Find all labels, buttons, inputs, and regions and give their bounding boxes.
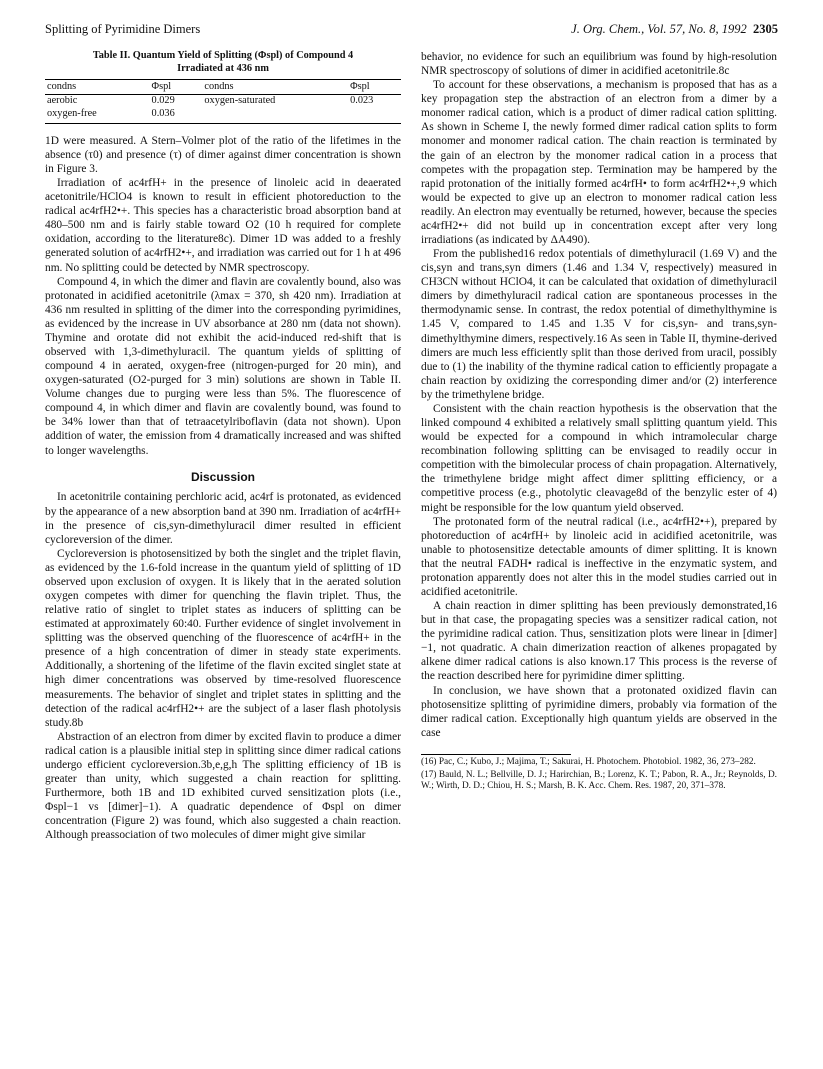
body-paragraph: Consistent with the chain reaction hypothesis is the observation that the linked compound 4 exhibited a relatively small splitting quantum yield. This would be expected for a compound in which intramolecular charge recombination following splitting can be envisaged to readily occur in competition with the bimolecular process of chain propagation. Alternatively, the trimethylene bridge might affect dimer splitting efficiency, or a competitive process (e.g., photolytic cleavage8d of the benzylic ester of 4) might be responsible for the low quantum yield observed.	[421, 402, 777, 514]
header-cell: condns	[202, 79, 348, 95]
journal-citation	[571, 22, 778, 37]
quantum-yield-table	[45, 79, 401, 124]
left-column	[45, 50, 401, 842]
journal-page	[45, 22, 778, 842]
table-title-line-2: Irradiated at 436 nm	[177, 62, 269, 74]
table-cell: oxygen-free	[45, 108, 150, 123]
footnote-rule	[421, 754, 571, 755]
header-cell: Φspl	[348, 79, 401, 95]
body-paragraph: Abstraction of an electron from dimer by excited flavin to produce a dimer radical cation is a plausible initial step in splitting since dimer radical cations undergo efficient cycloreversion.3b,e,g,h The splitting efficiency of 1B is greater than unity, which suggested a chain reaction for splitting. Furthermore, both 1B and 1D exhibited curved sensitization plots (i.e., Φspl−1 vs [dimer]−1). A quadratic dependence of Φspl on dimer concentration (Figure 2) was found, which also suggested a chain reaction. Although preassociation of two molecules of dimer might give similar	[45, 730, 401, 842]
table-cell: aerobic	[47, 95, 78, 107]
table-cell: 0.023	[350, 95, 374, 107]
body-paragraph: To account for these observations, a mechanism is proposed that has as a key propagation step the abstraction of an electron from a dimer by a monomer radical cation, which is a product of dimer radical cation splitting. As shown in Scheme I, the newly formed dimer radical cation splits to form monomer and monomer radical cation. The chain reaction is terminated by the gain of an electron by the monomer radical cation in a process that competes with the propagation step. Termination may be hampered by the rapid protonation of the initially formed ac4rfH• to form ac4rfH2•+,9 which would be expected to give up an electron to monomer radical cation less readily. An electron may eventually be returned, however, because the species ac4rfH2•+ did not build up in concentration except after very long irradiations (as indicated by ΔA490).	[421, 79, 777, 247]
running-title: Splitting of Pyrimidine Dimers	[45, 22, 201, 36]
table-cell: oxygen-saturated	[204, 95, 276, 107]
body-paragraph: 1D were measured. A Stern–Volmer plot of the ratio of the lifetimes in the absence (τ0) and presence (τ) of dimer against dimer concentration is shown in Figure 3.	[45, 134, 401, 175]
body-paragraph: In conclusion, we have shown that a protonated oxidized flavin can photosensitize splitting of pyrimidine dimers, probably via formation of the dimer radical cation. Exceptionally high quantum yields are observed in the case	[421, 684, 777, 739]
table-title-line-1: Table II. Quantum Yield of Splitting (Φspl) of Compound 4	[92, 50, 354, 61]
table-header-row	[45, 79, 401, 95]
body-paragraph: behavior, no evidence for such an equilibrium was found by high-resolution NMR spectroscopy of solutions of dimer in acidified acetonitrile.8c	[421, 51, 777, 78]
table-row	[45, 95, 401, 108]
body-paragraph: Cycloreversion is photosensitized by both the singlet and the triplet flavin, as evidenced by the 1.6-fold increase in the quantum yield of splitting of 1D observed upon exclusion of oxygen. It is likely that in the aerated solution oxygen competes with dimer for quenching the flavin triplet. Thus, the relative ratio of singlet to triplet states as inducers of splitting can be estimated at approximately 60:40. Further evidence of singlet involvement in splitting was the observed quenching of the fluorescence of ac4rfH+ in the presence of a high concentration of dimer in steady state experiments. Additionally, a shortening of the lifetime of the flavin excited singlet state at high dimer concentrations was observed by time-resolved fluorescence measurements. The behavior of singlet and triplet states in splitting and the detection of the radical ac4rfH2•+ are the subject of a laser flash photolysis study.8b	[45, 547, 401, 729]
body-paragraph: From the published16 redox potentials of dimethyluracil (1.69 V) and the cis,syn and trans,syn dimers (1.46 and 1.34 V, respectively) measured in CH3CN without HClO4, it can be calculated that oxidation of dimethyluracil dimers by dimethyluracil radical cation are spontaneous processes in the thermodynamic sense. In contrast, the redox potential of dimethylthymine is 1.45 V, compared to 1.45 and 1.35 V for cis,syn- and trans,syn-dimethylthymine dimers, respectively.16 As seen in Table II, thymine-derived dimers are much less efficiently split than those derived from uracil, possibly due to (1) the inability of the thymine radical cation to efficiently propagate a chain reaction by oxidizing the corresponding dimer and/or (2) interference by the trimethylene bridge.	[421, 248, 777, 401]
body-paragraph: The protonated form of the neutral radical (i.e., ac4rfH2•+), prepared by photoreduction of ac4rfH+ by linoleic acid in acidified acetonitrile, was unable to photosensitize detectable amounts of dimer splitting. It is known that the neutral FADH• radical is ineffective in the enzymatic system, and protonation apparently does not alter this in the model studies carried out in acidified acetonitrile.	[421, 515, 777, 598]
table-title	[45, 50, 401, 76]
body-paragraph: Compound 4, in which the dimer and flavin are covalently bound, also was protonated in acidified acetonitrile (λmax = 370, sh 420 nm). Irradiation at 436 nm resulted in splitting of the dimer into the corresponding pyrimidines, as evidenced by the increase in UV absorbance at 280 nm (data not shown). Thymine and orotate did not exhibit the acid-induced red-shift that is observed with 1,3-dimethyluracil. The quantum yields of splitting of compound 4 in aerated, oxygen-free (nitrogen-purged for 20 min), and oxygen-saturated (O2-purged for 3 min) solutions are shown in Table II. Volume changes due to purging were less than 5%. The fluorescence of compound 4, in which dimer and flavin are covalently bound, was found to be 34% lower than that of tetraacetylriboflavin (data not shown). Upon addition of water, the emission from 4 dramatically increased and was shifted to longer wavelengths.	[45, 275, 401, 457]
table-cell: 0.029	[151, 95, 175, 107]
right-column	[421, 50, 777, 842]
body-paragraph: In acetonitrile containing perchloric acid, ac4rf is protonated, as evidenced by the appearance of a new absorption band at 390 nm. Irradiation of ac4rfH+ in the presence of cis,syn-dimethyluracil dimer resulted in efficient cycloreversion of the dimer.	[45, 491, 401, 546]
header-cell: condns	[45, 79, 150, 95]
header-cell: Φspl	[150, 79, 203, 95]
section-heading: Discussion	[190, 469, 256, 484]
table-cell: 0.036	[150, 108, 203, 123]
body-paragraph: A chain reaction in dimer splitting has been previously demonstrated,16 but in that case, the propagating species was a sensitizer radical cation, not the pyrimidine radical cation. Thus, sensitization plots were linear in [dimer]−1, not quadratic. A chain dimerization reaction of alkenes propagated by alkene dimer radical cations is also known.17 This process is the reverse of the reaction described here for pyrimidine dimer splitting.	[421, 600, 777, 683]
two-column-body	[45, 50, 778, 842]
page-number: 2305	[753, 22, 778, 36]
footnote: (17) Bauld, N. L.; Bellville, D. J.; Harirchian, B.; Lorenz, K. T.; Pabon, R. A., Jr.; Reynolds, D. W.; Wirth, D. D.; Chiou, H. S.; Marsh, B. K. Acc. Chem. Res. 1987, 20, 371–378.	[421, 770, 777, 792]
table-row	[45, 108, 401, 123]
body-paragraph: Irradiation of ac4rfH+ in the presence of linoleic acid in deaerated acetonitrile/HClO4 is known to result in efficient photoreduction to the radical ac4rfH2•+. This species has a characteristic broad absorption band at 480–500 nm and is fairly stable toward O2 (10 h required for complete oxidation, according to the literature8c). Dimer 1D was added to a freshly generated solution of ac4rfH2•+, and irradiation was carried out for 1 h at 496 nm. No splitting could be detected by NMR spectroscopy.	[45, 177, 401, 274]
footnote: (16) Pac, C.; Kubo, J.; Majima, T.; Sakurai, H. Photochem. Photobiol. 1982, 36, 273–282.	[421, 756, 756, 767]
table-cell	[348, 108, 401, 123]
running-header	[45, 22, 778, 44]
journal-name: J. Org. Chem., Vol. 57, No. 8, 1992	[571, 22, 747, 36]
table-cell	[202, 108, 348, 123]
